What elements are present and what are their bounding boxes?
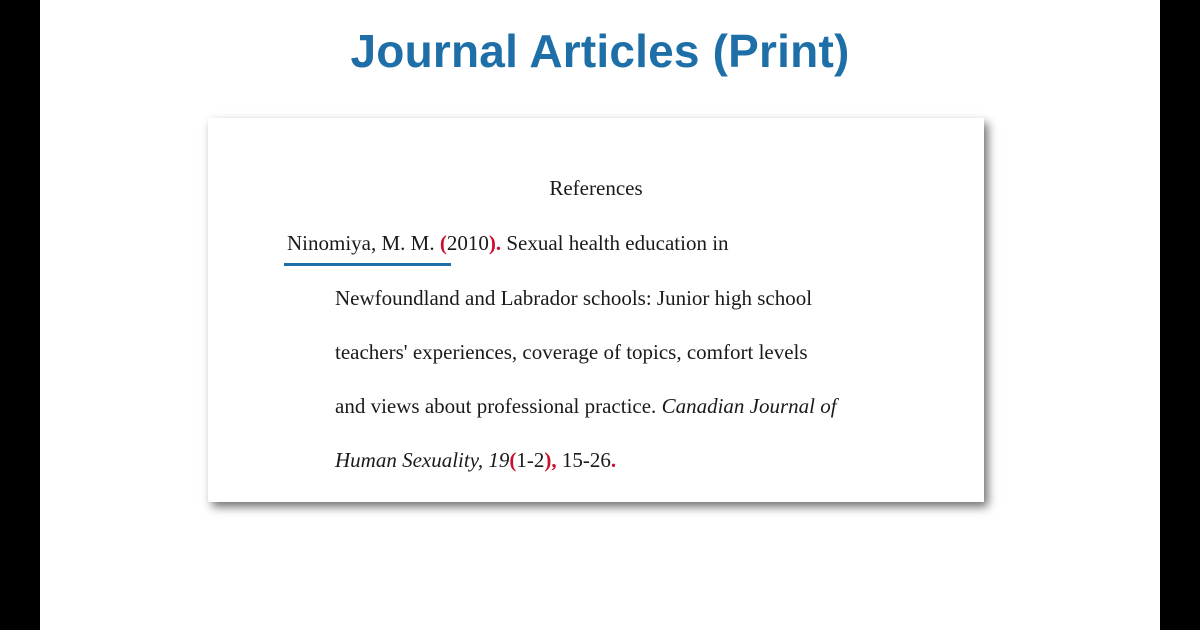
article-title-part-2: Newfoundland and Labrador schools: Junior high school <box>335 286 813 310</box>
issue-number: 1-2 <box>516 448 545 472</box>
reference-card <box>208 118 984 502</box>
author-underline <box>284 263 451 266</box>
author-name: Ninomiya, M. M. <box>287 231 435 255</box>
reference-line-1 <box>287 231 729 256</box>
issue-open-paren: ( <box>509 448 517 472</box>
reference-line-5 <box>335 448 616 473</box>
issue-close-paren: ), <box>544 448 557 472</box>
reference-line-4 <box>335 394 837 419</box>
article-title-part-3: teachers' experiences, coverage of topics, comfort levels <box>335 340 808 364</box>
journal-name-part-1: Canadian Journal of <box>661 394 837 418</box>
volume-number: 19 <box>488 448 510 472</box>
page-range: 15-26 <box>561 448 611 472</box>
end-period: . <box>610 448 617 472</box>
year-open-paren: ( <box>439 231 447 255</box>
slide-title: Journal Articles (Print) <box>350 25 850 77</box>
references-heading: References <box>549 176 643 200</box>
article-title-part-4: and views about professional practice. <box>335 394 657 418</box>
slide <box>40 0 1160 630</box>
reference-line-2 <box>335 286 812 311</box>
year-close-paren: ). <box>488 231 502 255</box>
journal-name-part-2: Human Sexuality, <box>335 448 484 472</box>
reference-line-3 <box>335 340 808 365</box>
publication-year: 2010 <box>446 231 489 255</box>
article-title-part-1: Sexual health education in <box>506 231 729 255</box>
